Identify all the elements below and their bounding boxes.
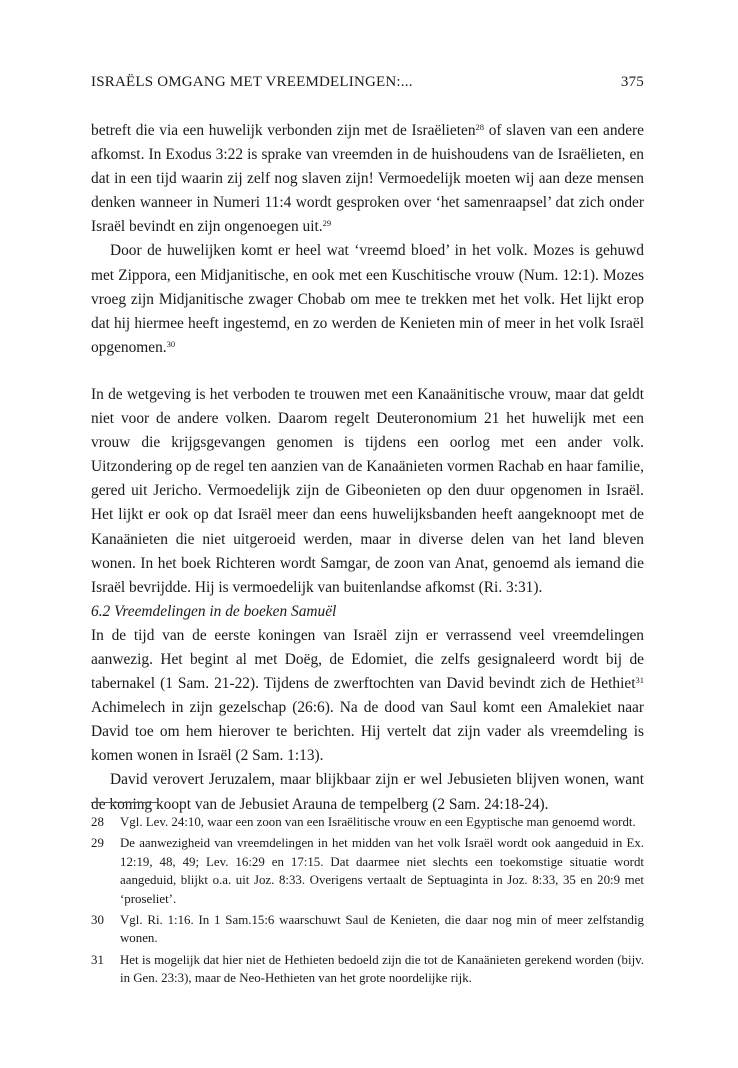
paragraph-4-text-a: In de tijd van de eerste koningen van Israël zijn er verrassend veel vreemdelingen aanwezig. Het begint al met Doëg, de Edomiet, die zelfs gesignaleerd wordt bij de tabernakel (1 Sam. 21-22). Tijdens de zwerftochten van David bevindt zich de Hethiet bbox=[91, 626, 644, 693]
footnote-text: Vgl. Ri. 1:16. In 1 Sam.15:6 waarschuwt Saul de Kenieten, die daar nog min of meer zelfstandig wonen. bbox=[120, 913, 644, 946]
footnote-text: Het is mogelijk dat hier niet de Hethieten bedoeld zijn die tot de Kanaänieten gerekend worden (bijv. in Gen. 23:3), maar de Neo-Hethieten van het grote noordelijke rijk. bbox=[120, 952, 644, 986]
footnote-28 bbox=[91, 813, 644, 831]
footnote-number: 30 bbox=[91, 913, 104, 928]
footnote-29 bbox=[91, 834, 644, 908]
paragraph-2 bbox=[91, 239, 644, 359]
running-title: ISRAËLS OMGANG MET VREEMDELINGEN:... bbox=[91, 74, 413, 90]
section-heading: 6.2 Vreemdelingen in de boeken Samuël bbox=[91, 602, 337, 620]
paragraph-3: In de wetgeving is het verboden te trouwen met een Kanaänitische vrouw, maar dat geldt niet voor de andere volken. Daarom regelt Deuteronomium 21 het huwelijk met een vrouw die krijgsgevangen genomen is tijdens een oorlog met een ander volk. Uitzondering op de regel ten aanzien van de Kanaänieten vormen Rachab en haar familie, gered uit Jericho. Vermoedelijk zijn de Gibeonieten op den duur opgenomen in Israël. Het lijkt er ook op dat Israël meer dan eens huwelijksbanden heeft aangeknoopt met de Kanaänieten die niet uitgeroeid werden, maar in diverse delen van het land bleven wonen. In het boek Richteren wordt Samgar, de zoon van Anat, genoemd als iemand die Israël bevrijdde. Hij is vermoedelijk van buitenlandse afkomst (Ri. 3:31). bbox=[91, 385, 644, 596]
footnote-text: De aanwezigheid van vreemdelingen in het midden van het volk Israël wordt ook aangeduid in Ex. 12:19, 48, 49; Lev. 16:29 en 17:15. Dat daarmee niet slechts een toekomstige situatie wordt aangeduid, blijkt o.a. uit Joz. 8:33. Overigens vertaalt de Septuaginta in Joz. 8:33, 35 en 20:9 met ‘proseliet’. bbox=[120, 836, 644, 906]
footnote-number: 31 bbox=[91, 952, 104, 967]
footnote-separator bbox=[91, 802, 158, 803]
footnote-ref-28[interactable]: 28 bbox=[475, 122, 485, 132]
footnote-number: 28 bbox=[91, 815, 104, 829]
footnote-31 bbox=[91, 951, 644, 988]
footnote-text: Vgl. Lev. 24:10, waar een zoon van een Israëlitische vrouw en een Egyptische man genoemd wordt. bbox=[120, 815, 636, 829]
paragraph-4 bbox=[91, 624, 644, 769]
running-header bbox=[91, 74, 644, 91]
paragraph-5: David verovert Jeruzalem, maar blijkbaar zijn er wel Jebusieten blijven wonen, want de koning koopt van de Jebusiet Arauna de tempelberg (2 Sam. 24:18-24). bbox=[91, 771, 644, 813]
paragraph-2-text: Door de huwelijken komt er heel wat ‘vreemd bloed’ in het volk. Mozes is gehuwd met Zippora, een Midjanitische, en ook met een Kuschitische vrouw (Num. 12:1). Mozes vroeg zijn Midjanitische zwager Chobab om mee te trekken met het volk. Het lijkt erop dat hij hiermee heeft ingestemd, en zo werden de Kenieten min of meer in het volk Israël opgenomen. bbox=[91, 242, 644, 356]
footnote-ref-29[interactable]: 29 bbox=[322, 218, 332, 229]
paragraph-1-text-b: of slaven van een andere afkomst. In Exodus 3:22 is sprake van vreemden in de huishoudens van de Israëlieten, en dat in een tijd waarin zij zelf nog slaven zijn! Vermoedelijk moeten wij aan deze mensen denken wanneer in Numeri 11:4 wordt gesproken over ‘het samenraapsel’ dat zich onder Israël bevindt en zijn ongenoegen uit. bbox=[91, 122, 645, 236]
page-number: 375 bbox=[620, 74, 644, 90]
footnote-ref-30[interactable]: 30 bbox=[166, 338, 176, 349]
paragraph-1 bbox=[91, 119, 644, 239]
footnote-30 bbox=[91, 911, 644, 948]
footnote-ref-31[interactable]: 31 bbox=[635, 675, 644, 686]
paragraph-1-text-a: betreft die via een huwelijk verbonden zijn met de Israëlieten bbox=[91, 122, 476, 139]
paragraph-4-text-b: Achimelech in zijn gezelschap (26:6). Na de dood van Saul komt een Amalekiet naar David toe om hem hierover te berichten. Hij vertelt dat zijn vader als vreemdeling is komen wonen in Israël (2 Sam. 1:13). bbox=[91, 699, 644, 765]
footnote-number: 29 bbox=[91, 836, 104, 851]
main-text bbox=[91, 119, 644, 817]
footnotes bbox=[91, 813, 644, 991]
